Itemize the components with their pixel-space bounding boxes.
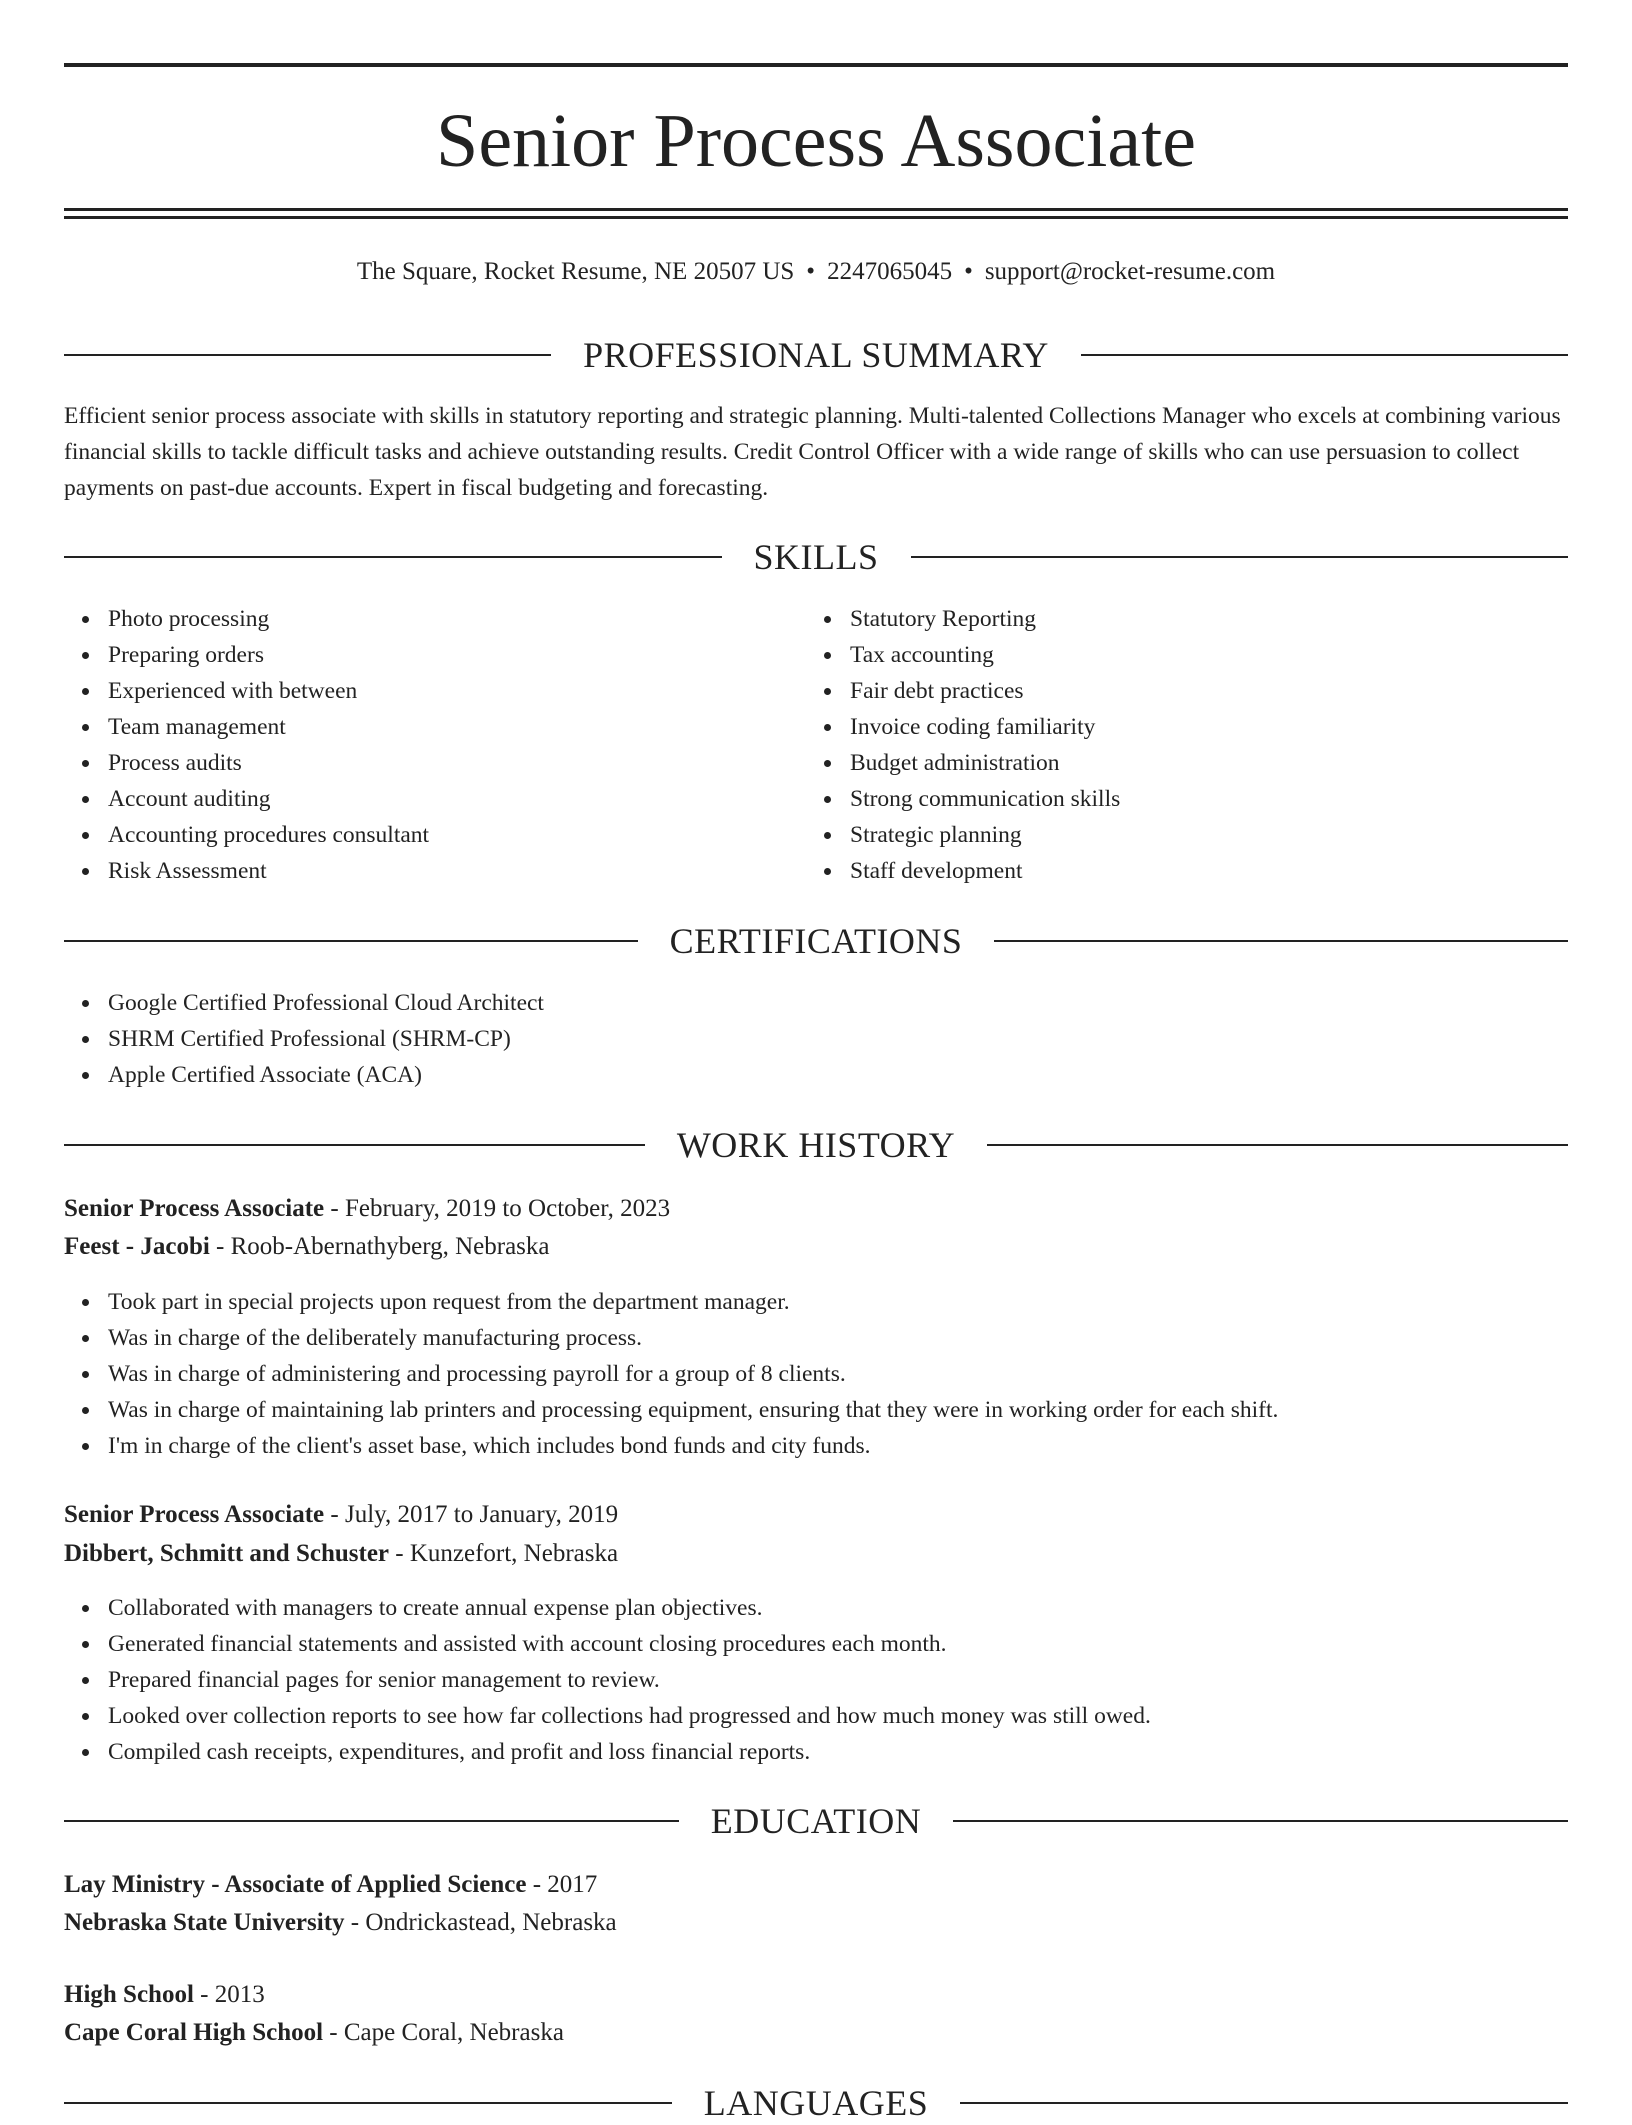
skill-item: Account auditing: [108, 781, 808, 817]
heading-rule-right: [960, 2102, 1568, 2104]
section-heading-skills: [64, 535, 1568, 579]
heading-rule-left: [64, 940, 638, 942]
skill-item: Photo processing: [108, 601, 808, 637]
skill-item: Staff development: [850, 853, 1550, 889]
job-bullet: Generated financial statements and assisted with account closing procedures each month.: [108, 1626, 1568, 1662]
heading-rule-left: [64, 354, 551, 356]
job-dates: - February, 2019 to October, 2023: [324, 1195, 671, 1222]
certifications-list: [64, 985, 1568, 1093]
job-title: Senior Process Associate: [64, 1501, 325, 1528]
summary-text: Efficient senior process associate with skills in statutory reporting and strategic planning. Multi-talented Collections Manager who excels at combining various financial skills to tackle difficult tasks and achieve outstanding results. Credit Control Officer with a wide range of skills who can use persuasion to collect payments on past-due accounts. Expert in fiscal budgeting and forecasting.: [64, 403, 1561, 501]
job-bullet: Collaborated with managers to create annual expense plan objectives.: [108, 1590, 1568, 1626]
job-bullet: Took part in special projects upon request from the department manager.: [108, 1284, 1568, 1320]
section-heading-work: [64, 1123, 1568, 1167]
job-bullet: Prepared financial pages for senior management to review.: [108, 1662, 1568, 1698]
education-location: - Ondrickastead, Nebraska: [344, 1909, 617, 1936]
skill-item: Invoice coding familiarity: [850, 709, 1550, 745]
job-title-line: [64, 1496, 1568, 1534]
skill-item: Tax accounting: [850, 637, 1550, 673]
heading-rule-right: [1081, 354, 1568, 356]
title-rule-lower: [64, 216, 1568, 219]
section-title-certifications: CERTIFICATIONS: [669, 921, 963, 961]
heading-rule-right: [953, 1820, 1568, 1822]
education-degree-line: [64, 1866, 1568, 1904]
job-bullet: Compiled cash receipts, expenditures, and profit and loss financial reports.: [108, 1734, 1568, 1770]
contact-phone: 2247065045: [827, 258, 953, 285]
education-year: - 2017: [526, 1871, 598, 1898]
section-heading-certifications: [64, 919, 1568, 963]
contact-email: support@rocket-resume.com: [984, 258, 1276, 285]
skill-item: Team management: [108, 709, 808, 745]
job-company-line: [64, 1228, 1568, 1266]
skill-item: Strategic planning: [850, 817, 1550, 853]
section-title-work: WORK HISTORY: [676, 1125, 956, 1165]
skills-list-left: [64, 601, 808, 889]
title-rule-upper: [64, 208, 1568, 211]
job-company-line: [64, 1535, 1568, 1573]
section-heading-languages: [64, 2081, 1568, 2125]
skill-item: Fair debt practices: [850, 673, 1550, 709]
contact-separator: •: [806, 258, 816, 285]
resume-title: Senior Process Associate: [436, 99, 1196, 183]
skills-list-right: [806, 601, 1550, 889]
education-school: Cape Coral High School: [64, 2019, 324, 2046]
section-title-languages: LANGUAGES: [703, 2083, 929, 2123]
job-bullet: I'm in charge of the client's asset base, which includes bond funds and city funds.: [108, 1428, 1568, 1464]
section-heading-summary: [64, 333, 1568, 377]
education-school: Nebraska State University: [64, 1909, 345, 1936]
heading-rule-right: [994, 940, 1568, 942]
skill-item: Strong communication skills: [850, 781, 1550, 817]
education-location: - Cape Coral, Nebraska: [323, 2019, 564, 2046]
skill-item: Process audits: [108, 745, 808, 781]
job-company: Dibbert, Schmitt and Schuster: [64, 1540, 390, 1567]
job-bullet: Looked over collection reports to see how far collections had progressed and how much money was still owed.: [108, 1698, 1568, 1734]
heading-rule-left: [64, 1144, 645, 1146]
certification-item: Google Certified Professional Cloud Architect: [108, 985, 1568, 1021]
job-title-line: [64, 1190, 1568, 1228]
contact-address: The Square, Rocket Resume, NE 20507 US: [356, 258, 795, 285]
job-dates: - July, 2017 to January, 2019: [324, 1501, 619, 1528]
education-school-line: [64, 2014, 1568, 2052]
skill-item: Experienced with between: [108, 673, 808, 709]
job-bullets: [64, 1590, 1568, 1770]
section-title-skills: SKILLS: [753, 537, 879, 577]
contact-line: [64, 254, 1568, 290]
education-year: - 2013: [193, 1981, 265, 2008]
section-title-summary: PROFESSIONAL SUMMARY: [583, 335, 1049, 375]
job-bullet: Was in charge of administering and processing payroll for a group of 8 clients.: [108, 1356, 1568, 1392]
skill-item: Budget administration: [850, 745, 1550, 781]
resume-page: [64, 0, 1568, 2123]
education-school-line: [64, 1904, 1568, 1942]
job-company: Feest - Jacobi: [64, 1233, 210, 1260]
job-bullets: [64, 1284, 1568, 1464]
skill-item: Accounting procedures consultant: [108, 817, 808, 853]
heading-rule-right: [911, 556, 1569, 558]
certification-item: SHRM Certified Professional (SHRM-CP): [108, 1021, 1568, 1057]
job-bullet: Was in charge of maintaining lab printers and processing equipment, ensuring that they were in working order for each shift.: [108, 1392, 1568, 1428]
top-rule: [64, 63, 1568, 67]
heading-rule-right: [987, 1144, 1568, 1146]
job-location: - Roob-Abernathyberg, Nebraska: [209, 1233, 550, 1260]
education-degree: High School: [64, 1981, 194, 2008]
job-title: Senior Process Associate: [64, 1195, 325, 1222]
skill-item: Statutory Reporting: [850, 601, 1550, 637]
job-bullet: Was in charge of the deliberately manufacturing process.: [108, 1320, 1568, 1356]
heading-rule-left: [64, 2102, 672, 2104]
skill-item: Risk Assessment: [108, 853, 808, 889]
education-degree-line: [64, 1976, 1568, 2014]
job-location: - Kunzefort, Nebraska: [389, 1540, 619, 1567]
section-title-education: EDUCATION: [710, 1801, 922, 1841]
contact-separator: •: [964, 258, 973, 285]
heading-rule-left: [64, 1820, 679, 1822]
certification-item: Apple Certified Associate (ACA): [108, 1057, 1568, 1093]
skill-item: Preparing orders: [108, 637, 808, 673]
section-heading-education: [64, 1799, 1568, 1843]
education-degree: Lay Ministry - Associate of Applied Science: [64, 1871, 527, 1898]
heading-rule-left: [64, 556, 722, 558]
